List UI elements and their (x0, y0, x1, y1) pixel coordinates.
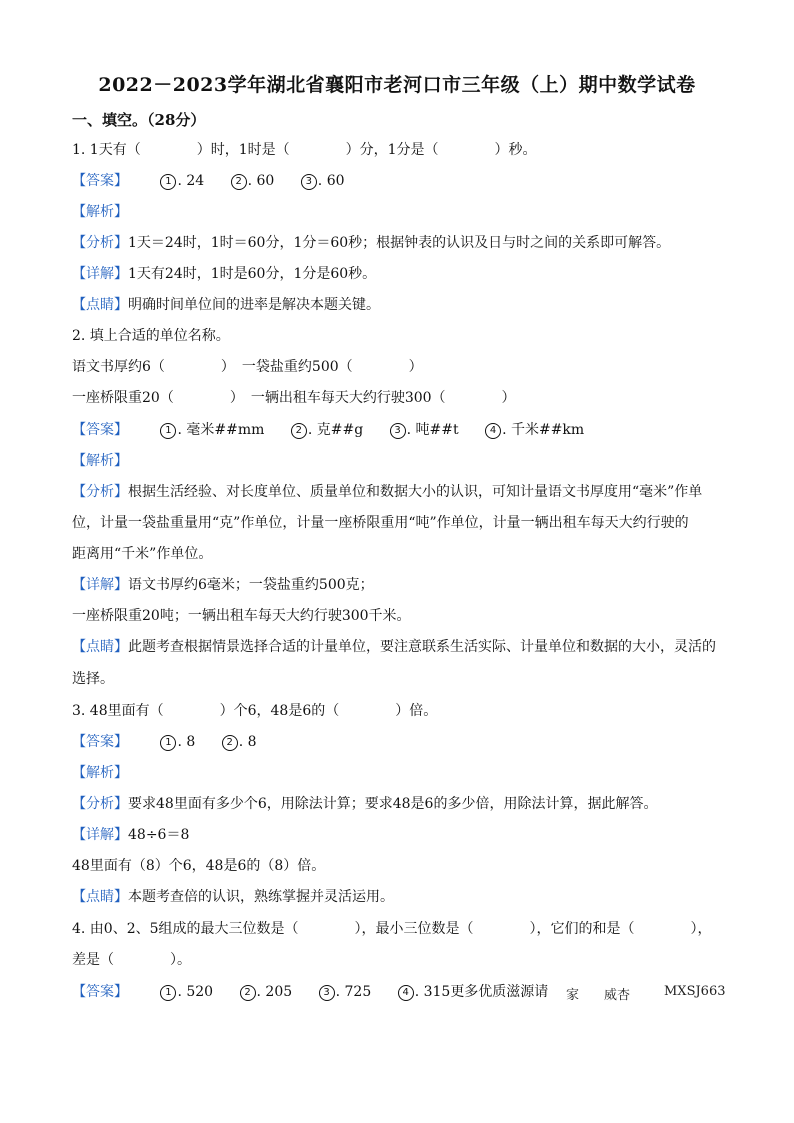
detail-text-cont: 48里面有（8）个6，48是6的（8）倍。 (72, 858, 326, 874)
watermark-char: 威杏 (604, 988, 631, 1003)
fenxi-text-cont: 位，计量一袋盐重量用“克”作单位，计量一座桥限重用“吨”作单位，计量一辆出租车每天大约行驶的 (72, 515, 689, 531)
detail-text-cont: 一座桥限重20吨；一辆出租车每天大约行驶300千米。 (72, 608, 411, 624)
answer-row-2 (72, 420, 732, 440)
answer-item (291, 420, 363, 440)
answer-value: 4 . 千米##km (485, 422, 584, 438)
circled-number: 2 (291, 423, 307, 439)
detail-row (72, 264, 732, 284)
fenxi-text: 1天＝24时，1时＝60分，1分＝60秒；根据钟表的认识及日与时之间的关系即可解答。 (128, 235, 671, 251)
fenxi-tag: 【分析】 (72, 796, 128, 812)
point-text-cont: 选择。 (72, 671, 114, 687)
answer-item (398, 982, 549, 1002)
answer-item (160, 732, 195, 752)
point-row (72, 295, 732, 315)
circled-number: 2 (240, 985, 256, 1001)
question-2: 2. 填上合适的单位名称。 (72, 328, 230, 344)
detail-row (72, 575, 732, 595)
fenxi-text-cont: 距离用“千米”作单位。 (72, 546, 213, 562)
circled-number: 1 (160, 985, 176, 1001)
circled-number: 3 (301, 174, 317, 190)
circled-number: 2 (222, 735, 238, 751)
circled-number: 4 (398, 985, 414, 1001)
answer-item (319, 982, 372, 1002)
point-tag: 【点睛】 (72, 639, 128, 655)
page-title: 2022－2023学年湖北省襄阳市老河口市三年级（上）期中数学试卷 (98, 74, 696, 96)
detail-text: 48÷6＝8 (128, 827, 190, 843)
circled-number: 1 (160, 735, 176, 751)
jiexi-tag: 【解析】 (72, 204, 128, 220)
answer-value: 2 . 8 (222, 734, 257, 750)
fenxi-row (72, 794, 732, 814)
question-3: 3. 48里面有（ ）个6，48是6的（ ）倍。 (72, 703, 438, 719)
answer-item (240, 982, 293, 1002)
fenxi-row (72, 482, 732, 502)
answer-row-1 (72, 171, 732, 191)
jiexi-tag: 【解析】 (72, 765, 128, 781)
answer-row-4 (72, 982, 732, 1002)
answer-value: 1 . 520 (160, 984, 213, 1000)
answer-value: 4 . 315 (398, 984, 451, 1000)
answer-value: 1 . 24 (160, 173, 204, 189)
answer-value: 2 . 克##g (291, 422, 363, 438)
analysis-heading (72, 763, 732, 783)
answer-value: 3 . 725 (319, 984, 372, 1000)
circled-number: 1 (160, 423, 176, 439)
question-2-line-1: 语文书厚约6（ ） 一袋盐重约500（ ） (72, 359, 423, 375)
answer-item (160, 171, 204, 191)
fenxi-text: 根据生活经验、对长度单位、质量单位和数据大小的认识，可知计量语文书厚度用“毫米”作单 (128, 484, 703, 500)
detail-row (72, 825, 732, 845)
answer-value: 3 . 吨##t (390, 422, 459, 438)
circled-number: 1 (160, 174, 176, 190)
section-heading: 一、填空。（28分） (72, 111, 206, 129)
answer-value: 2 . 60 (231, 173, 275, 189)
fenxi-tag: 【分析】 (72, 235, 128, 251)
answer-tag: 【答案】 (72, 422, 128, 438)
detail-tag: 【详解】 (72, 577, 128, 593)
answer-value: 1 . 8 (160, 734, 195, 750)
answer-value: 2 . 205 (240, 984, 293, 1000)
answer-tag: 【答案】 (72, 734, 128, 750)
fenxi-row (72, 233, 732, 253)
answer-item (301, 171, 345, 191)
jiexi-tag: 【解析】 (72, 453, 128, 469)
circled-number: 3 (390, 423, 406, 439)
point-row (72, 637, 732, 657)
analysis-heading (72, 202, 732, 222)
fenxi-tag: 【分析】 (72, 484, 128, 500)
answer-value: 3 . 60 (301, 173, 345, 189)
answer-item (485, 420, 584, 440)
circled-number: 4 (485, 423, 501, 439)
detail-tag: 【详解】 (72, 266, 128, 282)
answer-tag: 【答案】 (72, 984, 128, 1000)
analysis-heading (72, 451, 732, 471)
fenxi-text: 要求48里面有多少个6，用除法计算；要求48是6的多少倍，用除法计算，据此解答。 (128, 796, 658, 812)
circled-number: 2 (231, 174, 247, 190)
question-4-cont: 差是（ ）。 (72, 952, 191, 968)
point-tag: 【点睛】 (72, 297, 128, 313)
answer-row-3 (72, 732, 732, 752)
watermark-text: 更多优质滋源请 (450, 984, 549, 1000)
answer-item (222, 732, 257, 752)
question-4: 4. 由0、2、5组成的最大三位数是（ ），最小三位数是（ ），它们的和是（ ）， (72, 921, 712, 937)
point-text: 本题考查倍的认识，熟练掌握并灵活运用。 (128, 889, 394, 905)
point-text: 此题考查根据情景选择合适的计量单位，要注意联系生活实际、计量单位和数据的大小，灵活的 (128, 639, 716, 655)
point-row (72, 887, 732, 907)
circled-number: 3 (319, 985, 335, 1001)
watermark-code: MXSJ663 (664, 984, 726, 999)
answer-tag: 【答案】 (72, 173, 128, 189)
detail-tag: 【详解】 (72, 827, 128, 843)
answer-item (390, 420, 459, 440)
point-text: 明确时间单位间的进率是解决本题关键。 (128, 297, 380, 313)
question-1: 1. 1天有（ ）时，1时是（ ）分，1分是（ ）秒。 (72, 142, 537, 158)
detail-text: 1天有24时，1时是60分，1分是60秒。 (128, 266, 377, 282)
answer-item (231, 171, 275, 191)
answer-item (160, 420, 264, 440)
answer-value: 1 . 毫米##mm (160, 422, 264, 438)
answer-item (160, 982, 213, 1002)
detail-text: 语文书厚约6毫米；一袋盐重约500克； (128, 577, 374, 593)
question-2-line-2: 一座桥限重20（ ） 一辆出租车每天大约行驶300（ ） (72, 390, 516, 406)
point-tag: 【点睛】 (72, 889, 128, 905)
watermark-char: 家 (566, 988, 580, 1003)
